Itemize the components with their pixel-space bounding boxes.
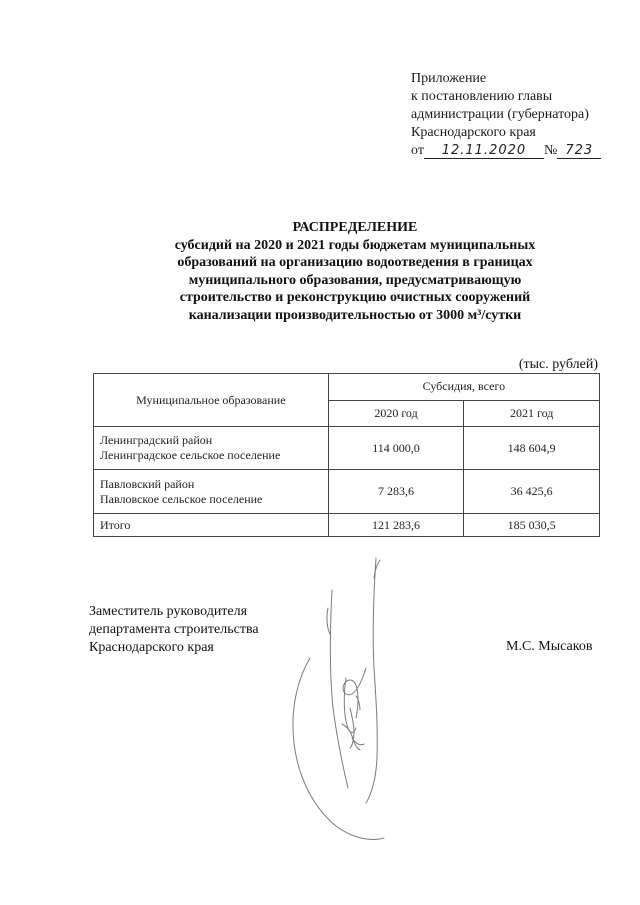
appendix-line: Краснодарского края — [411, 125, 536, 140]
appendix-date: 12.11.2020 — [424, 143, 544, 159]
table-row — [94, 470, 600, 514]
header-subsidy: Субсидия, всего — [328, 374, 599, 401]
table-header-row — [94, 374, 600, 401]
settlement-name: Павловское сельское поселение — [100, 491, 263, 506]
title-subtitle-line: субсидий на 2020 и 2021 годы бюджетам муниципальных — [174, 237, 536, 253]
header-year-2020: 2020 год — [328, 400, 464, 427]
settlement-name: Ленинградское сельское поселение — [100, 448, 281, 462]
title-subtitle-line: канализации производительностью от 3000 м³/сутки — [188, 307, 522, 323]
municipality-cell — [94, 427, 329, 470]
total-label: Итого — [94, 514, 329, 537]
title-subtitle-line: муниципального образования, предусматривающую — [188, 272, 522, 288]
position-line: департамента строительства — [89, 622, 259, 637]
district-name: Ленинградский район — [100, 433, 213, 447]
appendix-line: администрации (губернатора) — [411, 107, 589, 122]
district-name: Павловский район — [100, 476, 195, 491]
header-year-2021: 2021 год — [464, 400, 600, 427]
table-total-row — [94, 514, 600, 537]
value-2021-cell: 148 604,9 — [464, 427, 600, 470]
title-subtitle-line: образований на организацию водоотведения в границах — [177, 255, 533, 271]
appendix-number: 723 — [557, 143, 601, 159]
appendix-date-line — [411, 142, 631, 160]
signer-name: М.С. Мысаков — [506, 639, 593, 654]
total-2020-cell: 121 283,6 — [328, 514, 464, 537]
number-sign: № — [543, 143, 558, 158]
signatory-position — [89, 603, 259, 657]
appendix-line: к постановлению главы — [411, 89, 553, 104]
municipality-cell — [94, 470, 329, 514]
appendix-line: Приложение — [411, 71, 487, 86]
title-heading: РАСПРЕДЕЛЕНИЕ — [292, 220, 418, 235]
date-prefix: от — [411, 143, 424, 158]
table-row — [94, 427, 600, 470]
value-2020-cell: 114 000,0 — [328, 427, 464, 470]
document-title — [100, 219, 610, 325]
appendix-block — [411, 70, 631, 160]
title-subtitle-line: строительство и реконструкцию очистных сооружений — [179, 290, 531, 306]
value-2020-cell: 7 283,6 — [328, 470, 464, 514]
handwritten-signature-icon — [280, 548, 420, 848]
position-line: Заместитель руководителя — [89, 604, 248, 619]
position-line: Краснодарского края — [89, 640, 214, 655]
header-municipality: Муниципальное образование — [94, 374, 329, 427]
total-2021-cell: 185 030,5 — [464, 514, 600, 537]
value-2021-cell: 36 425,6 — [464, 470, 600, 514]
units-label: (тыс. рублей) — [518, 357, 598, 372]
subsidy-table — [93, 373, 600, 537]
